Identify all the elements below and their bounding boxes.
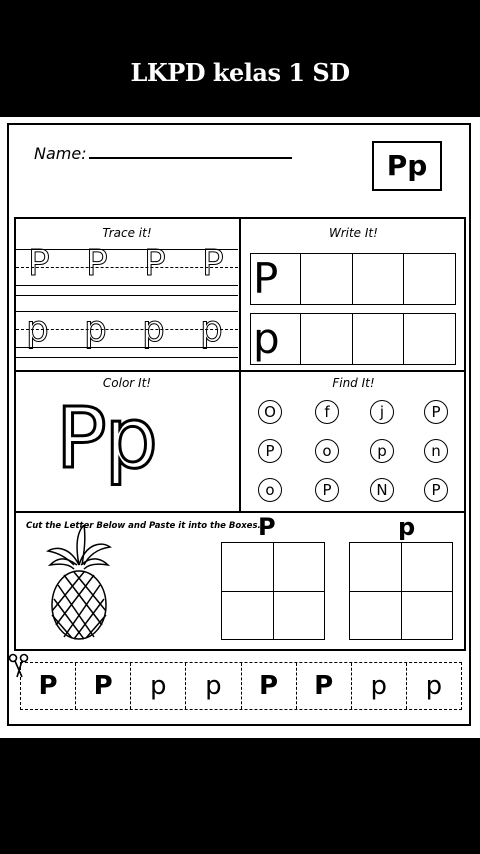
cut-letter-tile: P — [296, 663, 351, 709]
name-label: Name: — [34, 144, 87, 163]
write-row-lower — [250, 313, 456, 365]
write-heading: Write It! — [329, 226, 378, 240]
trace-letter: P — [144, 243, 166, 284]
find-letter-circle[interactable]: n — [424, 439, 448, 463]
trace-letter: P — [86, 243, 108, 284]
trace-letter: p — [26, 309, 49, 350]
write-sample-letter: P — [253, 254, 279, 303]
trace-heading: Trace it! — [102, 226, 152, 240]
cut-letter-tile: P — [38, 671, 58, 701]
page-title: LKPD kelas 1 SD — [130, 58, 350, 87]
cut-instruction: Cut the Letter Below and Paste it into the Boxes. — [26, 521, 261, 531]
find-letter-circle[interactable]: O — [258, 400, 282, 424]
cut-letter-tile: P — [75, 663, 130, 709]
find-letter-circle[interactable]: P — [424, 400, 448, 424]
paste-upper-label: P — [258, 513, 276, 541]
trace-letter: p — [84, 309, 107, 350]
write-sample-letter: p — [253, 314, 280, 363]
paste-box-lower — [349, 542, 453, 640]
find-letter-circle[interactable]: j — [370, 400, 394, 424]
trace-letter: P — [28, 243, 50, 284]
find-letter-circle[interactable]: o — [258, 478, 282, 502]
cut-letter-tile: P — [241, 663, 296, 709]
find-letter-circle[interactable]: P — [315, 478, 339, 502]
grid-divider-vertical — [239, 217, 241, 511]
cut-letter-tile: p — [351, 663, 406, 709]
find-letter-circle[interactable]: f — [315, 400, 339, 424]
trace-letter: P — [202, 243, 224, 284]
cut-letter-tile: p — [185, 663, 240, 709]
trace-letter: p — [142, 309, 165, 350]
cut-letter-tile: p — [406, 663, 461, 709]
worksheet — [0, 117, 480, 738]
color-heading: Color It! — [102, 376, 152, 390]
find-letter-circle[interactable]: o — [315, 439, 339, 463]
paste-lower-label: p — [398, 513, 416, 541]
grid-divider-row1 — [14, 370, 466, 372]
trace-letter: p — [200, 309, 223, 350]
find-letter-circle[interactable]: p — [370, 439, 394, 463]
pineapple-icon — [44, 525, 114, 641]
cut-letter-tile: p — [130, 663, 185, 709]
name-line — [89, 157, 292, 159]
write-row-upper — [250, 253, 456, 305]
letter-box: Pp — [372, 141, 442, 191]
paste-box-upper — [221, 542, 325, 640]
find-heading: Find It! — [332, 376, 375, 390]
color-letters: Pp — [56, 389, 156, 487]
find-letter-circle[interactable]: P — [424, 478, 448, 502]
find-letter-circle[interactable]: P — [258, 439, 282, 463]
find-letter-circle[interactable]: N — [370, 478, 394, 502]
cut-strip — [20, 662, 462, 710]
